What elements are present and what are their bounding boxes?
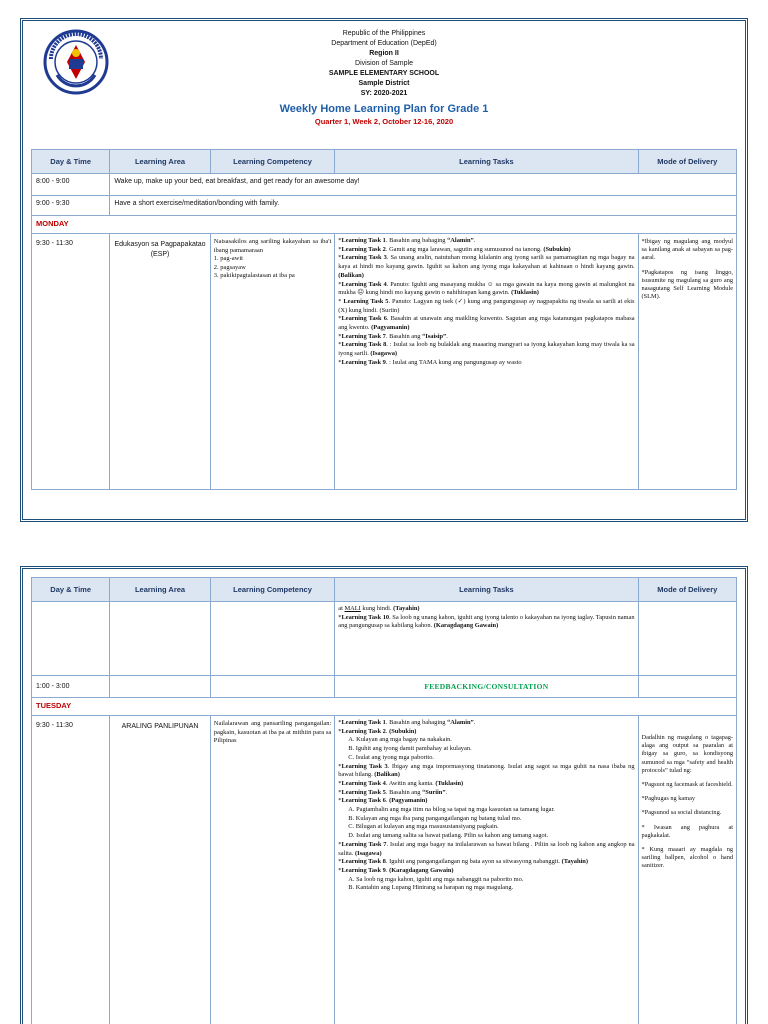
task-tag: (Pagyamanin) xyxy=(389,797,428,805)
header-line-7: SY: 2020-2021 xyxy=(360,90,408,97)
header-line-4: Division of Sample xyxy=(355,60,413,67)
task-tag: (Tuklasin) xyxy=(435,779,464,787)
header-line-5: SAMPLE ELEMENTARY SCHOOL xyxy=(328,70,440,77)
task-text: . Gamit ang mga larawan, sagutin ang sumusunod na tanong. xyxy=(385,245,544,253)
task-subitem: A. Pagtambalin ang mga itim na bilog sa tapat ng mga kasuotan sa tamang lugar. xyxy=(348,806,555,814)
task-text: . Sa loob ng unang kahon, iguhit ang iyong talento o kakayahan na iyong taglay. Tapusin naman ang pangungusap sa kabilang kahon. xyxy=(338,613,635,630)
mode-of-delivery xyxy=(638,716,736,1024)
header-line-3: Region II xyxy=(369,50,399,57)
task-text: . Basahin ang bahaging xyxy=(385,237,448,244)
task-tail: . xyxy=(473,237,476,244)
day-row-tuesday xyxy=(32,698,737,716)
table-row xyxy=(32,196,737,216)
day-label: TUESDAY xyxy=(32,698,737,716)
task-subitem: B. Kantahin ang Lupang Hinirang sa harapan ng mga magulang. xyxy=(348,884,514,892)
table-header-row xyxy=(32,578,737,602)
task-item xyxy=(338,333,634,342)
task-subitem: D. Isulat ang tamang salita sa bawat patlang. Pilin sa kahon ang tamang sagot. xyxy=(348,832,549,840)
col-mode-of-delivery: Mode of Delivery xyxy=(638,150,736,174)
task-label: Learning Task 1 xyxy=(341,719,386,726)
delivery-text: *Paghugas ng kamay xyxy=(641,795,696,803)
col-learning-tasks: Learning Tasks xyxy=(335,150,638,174)
document-header xyxy=(23,21,745,147)
delivery-text: *Pagsuot ng facemask at faceshield. xyxy=(641,781,733,789)
task-label: Learning Task 7 xyxy=(341,332,386,340)
task-subitem: B. Iguhit ang iyong damit pambahay at kulayan. xyxy=(348,745,472,753)
day-row-monday xyxy=(32,216,737,234)
task-bullet: * xyxy=(338,237,342,244)
task-bullet: * xyxy=(338,254,342,262)
empty-cell xyxy=(638,676,736,698)
task-label: Learning Task 6 xyxy=(341,797,386,805)
task-tag: “Alamin” xyxy=(447,719,474,726)
task-text: . Ibigay ang mga impormasyong tinatanong. Isulat ang sagot sa mga guhit na nasa ibaba ng bawat bilang. xyxy=(338,762,635,779)
task-bullet: * xyxy=(338,245,342,253)
task-text: . Basahin ang bahaging xyxy=(385,719,448,726)
task-subitem: A. Sa loob ng mga kahon, iguhit ang mga nabanggit na paborito mo. xyxy=(348,875,524,883)
text: kung hindi. xyxy=(360,605,394,612)
plan-table-1 xyxy=(31,149,737,490)
empty-cell xyxy=(638,602,736,676)
page-gap xyxy=(0,530,768,560)
task-text: . Iguhit ang pangangailangan ng bata ayon sa sitwasyong nabanggit. xyxy=(385,858,562,866)
task-label: Learning Task 4 xyxy=(341,280,387,288)
plan-table-2 xyxy=(31,577,737,1024)
empty-cell xyxy=(210,602,335,676)
col-learning-area: Learning Area xyxy=(110,578,210,602)
task-tag: (Balikan) xyxy=(338,271,364,279)
task-text: . Awitin ang kanta. xyxy=(385,779,436,787)
task-label: Learning Task 3 xyxy=(341,254,387,262)
task-subitem: A. Kulayan ang mga bagay na nakakain. xyxy=(348,736,452,744)
task-item xyxy=(338,341,634,358)
plan-subtitle: Quarter 1, Week 2, October 12-16, 2020 xyxy=(314,117,454,126)
plan-page-1 xyxy=(20,18,748,522)
task-label: Learning Task 8 xyxy=(341,858,386,866)
task-bullet: * xyxy=(338,280,342,288)
header-line-2: Department of Education (DepEd) xyxy=(331,40,437,47)
task-item xyxy=(338,359,634,368)
task-label: Learning Task 2 xyxy=(341,727,386,735)
text: at xyxy=(338,605,345,612)
empty-cell xyxy=(32,602,110,676)
task-tag: (Isagawa) xyxy=(354,849,382,857)
task-tag: “Alamin” xyxy=(447,237,474,244)
header-line-1: Republic of the Philippines xyxy=(342,30,426,37)
empty-cell xyxy=(110,676,210,698)
row-time: 8:00 - 9:00 xyxy=(32,174,110,196)
learning-tasks xyxy=(335,234,638,490)
task-label: Learning Task 9 xyxy=(341,358,386,366)
col-day-time: Day & Time xyxy=(32,150,110,174)
task-label: Learning Task 5 xyxy=(341,788,386,796)
task-item xyxy=(338,246,634,255)
task-tag: (Subukin) xyxy=(389,727,417,735)
table-row xyxy=(32,174,737,196)
task-label: Learning Task 1 xyxy=(341,237,386,244)
learning-tasks: *Learning Task 1. Basahin ang bahaging “Alamin”. *Learning Task 2. (Subukin) A. Kulayan ang mga bagay na nakakain. B. Iguhit ang iyong damit pambahay at kulayan. C. Isulat ang iyong mga paborito. *Learning Task 3. Ibigay ang mga impormasyong tinatanong. Isulat ang sagot sa mga guhit na nasa ibaba ng bawat bilang. (Balikan) *Learning Task 4. Awitin ang kanta. (Tuklasin) *Learning Task 5. Basahin ang “Suriin”. *Learning Task 6. (Pagyamanin) A. Pagtambalin ang mga itim na bilog sa tapat ng mga kasuotan sa tamang lugar. B. Kulayan ang mga iba pang pangangailangan ng batang tulad mo. C. Bilugan at kulayan ang mga masusustansiyang pagkain. D. Isulat ang tamang salita sa bawat patlang. Pilin sa kahon ang tamang sagot. *Learning Task 7. Isulat ang mga bagay na inilalarawan sa bawat bilang . Piliin sa loob ng kahon ang angkop na salita. (Isagawa) *Learning Task 8. Iguhit ang pangangailangan ng bata ayon sa sitwasyong nabanggit. (Tayahin) *Learning Task 9. (Karagdagang Gawain) A. Sa loob ng mga kahon, iguhit ang mga nabanggit na paborito mo. B. Kantahin ang Lupang Hinirang sa harapan ng mga magulang. xyxy=(335,716,638,1024)
mode-of-delivery xyxy=(638,234,736,490)
task-tag: (Karagdagang Gawain) xyxy=(389,866,454,874)
header-line-6: Sample District xyxy=(358,80,410,87)
task-tag: (Pagyamanin) xyxy=(371,324,410,332)
col-day-time: Day & Time xyxy=(32,578,110,602)
delivery-text: * Kung maaari ay magdala ng sariling ballpen, alcohol o hand sanitizer. xyxy=(641,846,733,870)
task-item xyxy=(338,281,634,298)
task-text: . : Isulat sa loob ng bulaklak ang maaaring mangyari sa iyong kakayahan kung may tiwala ka sa iyong sarili. xyxy=(338,341,635,358)
delivery-text: * Iwasan ang paghura at pagkakalat. xyxy=(641,823,733,839)
row-text: Have a short exercise/meditation/bonding with family. xyxy=(110,196,737,216)
col-learning-competency: Learning Competency xyxy=(210,150,335,174)
task-subitem: C. Bilugan at kulayan ang mga masusustansiyang pagkain. xyxy=(348,823,499,831)
learning-area: Edukasyon sa Pagpapakatao (ESP) xyxy=(110,234,210,490)
task-subitem: B. Kulayan ang mga iba pang pangangailangan ng batang tulad mo. xyxy=(348,814,522,822)
table-row-continuation xyxy=(32,602,737,676)
task-text: . Panuto: Iguhit ang masayang mukha ☺ sa mga gawain na kaya mong gawin at malungkot na mukha ☹ kung hindi mo kayang gawin o nahihirapan kang gawin. xyxy=(338,280,635,297)
col-learning-competency: Learning Competency xyxy=(210,578,335,602)
task-tag: “Suriin” xyxy=(422,788,446,796)
day-label: MONDAY xyxy=(32,216,737,234)
task-text: . Basahin at unawain ang maikling kuwento. Sagutan ang mga katanungan pagkatapos mabasa ang kwento. xyxy=(338,315,635,332)
learning-tasks-continued: at MALI kung hindi. (Tayahin) *Learning Task 10. Sa loob ng unang kahon, iguhit ang iyong talento o kakayahan na iyong taglay. Tapusin naman ang pangungusap sa kabilang kahon. (Karagdagang Gawain) xyxy=(335,602,638,676)
task-bullet: * xyxy=(338,358,342,366)
task-tag: (Balikan) xyxy=(374,771,400,779)
task-tag: (Karagdagang Gawain) xyxy=(433,622,499,630)
task-item xyxy=(338,315,634,332)
task-text: . : Isulat ang TAMA kung ang pangungusap ay wasto xyxy=(385,358,522,366)
table-header-row xyxy=(32,150,737,174)
task-tail: . xyxy=(446,332,448,340)
task-tag: (Isagawa) xyxy=(370,350,398,358)
col-learning-area: Learning Area xyxy=(110,150,210,174)
empty-cell xyxy=(210,676,335,698)
task-label: Learning Task 2 xyxy=(341,245,386,253)
task-item xyxy=(338,237,634,246)
competency-item: 3. pakikipagtalastasan at iba pa xyxy=(213,272,295,280)
row-time: 9:30 - 11:30 xyxy=(32,716,110,1024)
plan-title: Weekly Home Learning Plan for Grade 1 xyxy=(279,103,489,115)
task-tag: (Tayahin) xyxy=(561,858,588,866)
task-label: Learning Task 9 xyxy=(341,866,386,874)
delivery-text: *Pagsunod sa social distancing. xyxy=(641,809,722,817)
row-time: 9:00 - 9:30 xyxy=(32,196,110,216)
task-label: Learning Task 3 xyxy=(341,762,388,770)
task-bullet: * xyxy=(338,315,342,323)
learning-area: ARALING PANLIPUNAN xyxy=(110,716,210,1024)
task-bullet: * xyxy=(338,332,342,340)
delivery-text: *Ibigay ng magulang ang modyul sa kanilang anak at sabayan sa pag-aaral. xyxy=(641,238,733,262)
task-label: Learning Task 10 xyxy=(341,613,390,621)
table-row-ap xyxy=(32,716,737,1024)
feedback-label: FEEDBACKING/CONSULTATION xyxy=(335,676,638,698)
task-tag: “Isaisip” xyxy=(422,332,447,340)
task-label: Learning Task 7 xyxy=(341,840,387,848)
task-tag: (Tuklasin) xyxy=(511,289,539,297)
row-time: 1:00 - 3:00 xyxy=(32,676,110,698)
text: MALI xyxy=(344,605,361,612)
text: (Tayahin) xyxy=(393,605,420,612)
task-item xyxy=(338,298,634,315)
delivery-text: *Pagkatapos ng isang linggo, isusumite ng magulang sa guro ang nasagutang Self Learning Module (SLM). xyxy=(641,268,733,301)
task-item xyxy=(338,254,634,280)
deped-seal-logo xyxy=(43,29,109,95)
competency-text: Naisasakilos ang sariling kakayahan sa iba't ibang pamamaraan xyxy=(213,238,332,254)
row-text: Wake up, make up your bed, eat breakfast, and get ready for an awesome day! xyxy=(110,174,737,196)
col-learning-tasks: Learning Tasks xyxy=(335,578,638,602)
table-row-feedback xyxy=(32,676,737,698)
delivery-text: Dadalhin ng magulang o tagapag-alaga ang output sa paaralan at ibigay sa guro, sa kondisyong sumunod sa mga “safety and health protocols” tulad ng: xyxy=(641,734,733,774)
task-text: . Basahin ang xyxy=(385,332,423,340)
task-bullet: * xyxy=(338,297,344,305)
task-label: Learning Task 8 xyxy=(341,341,387,349)
task-text: . Isulat ang mga bagay na inilalarawan sa bawat bilang . Piliin sa loob ng kahon ang angkop na salita. xyxy=(338,840,635,857)
task-subitem: C. Isulat ang iyong mga paborito. xyxy=(348,753,434,761)
competency-item: 1. pag-awit xyxy=(213,255,243,263)
competency-item: 2. pagsayaw xyxy=(213,263,246,271)
empty-cell xyxy=(110,602,210,676)
task-label: Learning Task 5 xyxy=(343,297,389,305)
task-tag: (Subukin) xyxy=(543,245,571,253)
table-row-esp xyxy=(32,234,737,490)
task-text: . Sa unang aralin, natutuhan mong kilalanin ang iyong sarili sa pamamagitan ng mga bagay na kaya at hindi mo kayang gawin. Iguhit sa kahon ang iyong mga kakayahan at kahinaan o hindi kayang gawin. xyxy=(338,254,635,271)
task-bullet: * xyxy=(338,341,342,349)
learning-competency: Nailalarawan ang pansariling pangangailan: pagkain, kasuotan at iba pa at mithiin para sa Pilipinas xyxy=(210,716,335,1024)
task-text: . Basahin ang xyxy=(385,788,423,796)
col-mode-of-delivery: Mode of Delivery xyxy=(638,578,736,602)
row-time: 9:30 - 11:30 xyxy=(32,234,110,490)
task-text: . Panuto: Lagyan ng tsek (✓) kung ang pangungusap ay nagpapakita ng tiwala sa sarili at ekis (X) kung hindi. (Suriin) xyxy=(338,297,635,314)
learning-competency xyxy=(210,234,335,490)
task-label: Learning Task 4 xyxy=(341,779,386,787)
task-label: Learning Task 6 xyxy=(341,315,387,323)
plan-page-2 xyxy=(20,566,748,1024)
